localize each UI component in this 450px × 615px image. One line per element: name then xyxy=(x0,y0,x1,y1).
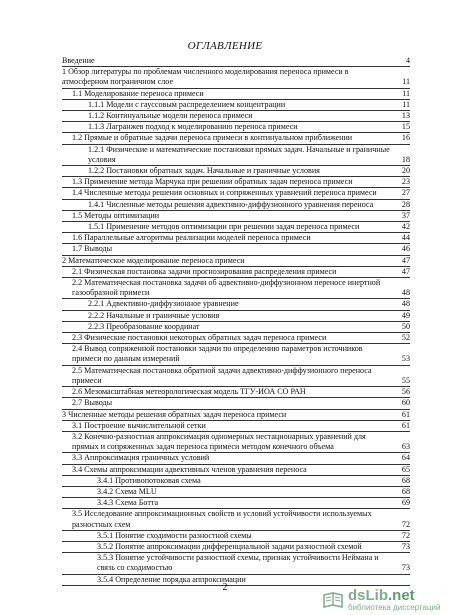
toc-entry-title: 1.2 Прямые и обратные задачи переноса примеси в континуальном приближении xyxy=(72,133,353,143)
toc-entry-page: 16 xyxy=(401,133,410,143)
toc-entry xyxy=(62,487,410,498)
toc-entry-title: 2.2.3 Преобразование координат xyxy=(88,321,200,331)
toc-entry-title: 2.4 Вывод сопряженной постановки задачи по определению параметров источников примеси по данным измерений xyxy=(72,344,363,364)
toc-entry-title: 1.4.1 Численные методы решения адвективно-диффузионного уравнения переноса xyxy=(88,199,374,209)
toc-entry-page: 55 xyxy=(401,375,410,385)
toc-entry-page: 68 xyxy=(401,475,410,485)
watermark-logo xyxy=(322,588,440,612)
toc-entry xyxy=(62,133,410,144)
toc-entry xyxy=(62,267,410,278)
toc-entry-title: 3.4.3 Схема Ботта xyxy=(97,498,159,508)
watermark-subtitle: библиотека диссертаций xyxy=(348,603,441,612)
toc-entry-title: 2.7 Выводы xyxy=(72,398,113,408)
toc-entry-page: 11 xyxy=(402,99,410,109)
toc-entry xyxy=(62,509,410,530)
toc-entry-title: 2.2.1 Адвективно-диффузионное уравнение xyxy=(88,299,239,309)
toc-entry-page: 48 xyxy=(401,288,410,298)
toc-entry-title: 3.5.2 Понятие аппроксимации дифференциальной задачи разностной схемой xyxy=(97,541,362,551)
toc-entry-page: 49 xyxy=(401,310,410,320)
toc-entry-title: 3.5.4 Определение порядка аппроксимации xyxy=(97,574,246,584)
toc-entry-page: 72 xyxy=(401,519,410,529)
toc-entry-page: 69 xyxy=(401,498,410,508)
toc-entry xyxy=(62,344,410,365)
toc-entry xyxy=(62,432,410,453)
toc-entry xyxy=(62,177,410,188)
toc-entry-page: 56 xyxy=(401,387,410,397)
toc-entry-page: 28 xyxy=(401,199,410,209)
toc-entry xyxy=(62,476,410,487)
toc-entry-page: 46 xyxy=(401,244,410,254)
toc-entry-page: 4 xyxy=(405,56,410,65)
toc-entry xyxy=(62,122,410,133)
toc-entry-title: 2.2.2 Начальные и граничные условия xyxy=(88,310,220,320)
toc-entry-page: 37 xyxy=(401,210,410,220)
watermark-brand: dsLib.net xyxy=(348,587,415,604)
toc-entry-title: 2 Математическое моделирование переноса примеси xyxy=(62,255,245,265)
toc-entry xyxy=(62,100,410,111)
toc-entry-title: 2.1 Физическая постановка задачи прогнозирования распределения примеси xyxy=(72,266,337,276)
toc-entry xyxy=(62,453,410,464)
toc-entry-page: 60 xyxy=(401,398,410,408)
toc-entry xyxy=(62,166,410,177)
toc-entry-page: 68 xyxy=(401,486,410,496)
toc-entry-title: 2.2 Математическая постановка задачи об адвективно-диффузионном переносе инертной газообразной примеси xyxy=(72,278,381,298)
toc-entry xyxy=(62,542,410,553)
toc-entry-page: 61 xyxy=(401,420,410,430)
toc-entry-title: 1.1.2 Континуальные модели переноса примеси xyxy=(88,111,253,121)
toc-entry xyxy=(62,233,410,244)
page-number: 2 xyxy=(222,582,228,593)
toc-entry xyxy=(62,322,410,333)
toc-entry-page: 23 xyxy=(401,177,410,187)
toc-entry-page: 73 xyxy=(401,541,410,551)
toc-entry-title: 1 Обзор литературы по проблемам численного моделирования переноса примеси в атмосферном пограничном слое xyxy=(62,67,349,87)
toc-entry xyxy=(62,465,410,476)
toc-entry-page: 13 xyxy=(401,111,410,121)
toc-entry-title: 3.4.2 Схема MLU xyxy=(97,486,157,496)
toc-entry-page: 48 xyxy=(401,299,410,309)
toc-entry-title: 1.1.3 Лагранжев подход к моделированию переноса примеси xyxy=(88,122,298,132)
toc-entry-page: 47 xyxy=(401,255,410,265)
toc-entry xyxy=(62,200,410,211)
toc-entry-page: 61 xyxy=(401,409,410,419)
toc-entry xyxy=(62,188,410,199)
toc-entry-page: 53 xyxy=(401,354,410,364)
toc-entry-page: 64 xyxy=(401,453,410,463)
toc-entry-title: 1.7 Выводы xyxy=(72,244,113,254)
toc-entry xyxy=(62,278,410,299)
toc-entry-title: 3.3 Аппроксимация граничных условий xyxy=(72,453,210,463)
toc-entry xyxy=(62,421,410,432)
toc-entry-title: 1.3 Применение метода Марчука при решении обратных задач переноса примеси xyxy=(72,177,353,187)
toc-entry-page: 18 xyxy=(401,154,410,164)
toc-entry xyxy=(62,311,410,322)
toc-entry xyxy=(62,398,410,409)
toc-entry xyxy=(62,211,410,222)
toc-entry-title: 1.2.2 Постановки обратных задач. Начальные и граничные условия xyxy=(88,166,320,176)
toc-entry xyxy=(62,145,410,166)
toc-entry-title: 3 Численные методы решения обратных задач переноса примеси xyxy=(62,409,287,419)
toc-entry xyxy=(62,67,410,88)
toc-entry xyxy=(62,410,410,421)
toc-entry-title: 3.1 Построение вычислительной сетки xyxy=(72,420,206,430)
toc-entry-title: 3.2 Конечно-разностная аппроксимация одномерных нестационарных уравнений для прямых и сопряженных задач переноса примеси методом конечного объема xyxy=(72,431,366,452)
toc-entry-title: 1.2.1 Физические и математические постановки прямых задач. Начальные и граничные условия xyxy=(88,144,390,164)
toc-entry-page: 15 xyxy=(401,122,410,132)
toc-entry-title: 2.5 Математическая постановка обратной задачи адвективно-диффузионного переноса примеси xyxy=(72,365,372,385)
toc-entry-page: 11 xyxy=(402,77,410,87)
toc-entry-page: 65 xyxy=(401,464,410,474)
toc-entry xyxy=(62,553,410,574)
toc-entry-title: 1.5 Методы оптимизации xyxy=(72,210,160,220)
table-of-contents xyxy=(62,56,410,586)
toc-entry-title: 2.3 Физические постановки некоторых обратных задач переноса примеси xyxy=(72,333,327,343)
book-icon xyxy=(322,591,344,609)
toc-entry xyxy=(62,244,410,255)
toc-entry-title: 3.5.1 Понятие сходимости разностной схемы xyxy=(97,530,252,540)
toc-entry-title: 3.4 Схемы аппроксимации адвективных членов уравнения переноса xyxy=(72,464,307,474)
toc-entry xyxy=(62,498,410,509)
toc-entry-page: 11 xyxy=(402,88,410,98)
toc-entry xyxy=(62,256,410,267)
toc-entry-page: 50 xyxy=(401,321,410,331)
toc-entry xyxy=(62,222,410,233)
toc-entry-page: 27 xyxy=(401,188,410,198)
toc-entry-page: 42 xyxy=(401,222,410,232)
toc-entry-title: 2.6 Мезомасштабная метеорологическая модель ТГУ-ИОА СО РАН xyxy=(72,387,306,397)
toc-entry-page: 73 xyxy=(401,563,410,573)
toc-entry xyxy=(62,366,410,387)
toc-entry-title: 3.5 Исследование аппроксимационных свойств и условий устойчивости используемых разностных схем xyxy=(72,509,372,529)
toc-entry-page: 52 xyxy=(401,333,410,343)
toc-entry-page: 44 xyxy=(401,233,410,243)
toc-entry-title: 1.1 Моделирование переноса примеси xyxy=(72,88,204,98)
toc-entry-title: Введение xyxy=(62,56,95,65)
toc-entry-title: 1.4 Численные методы решения основных и сопряженных уравнений переноса примеси xyxy=(72,188,377,198)
toc-entry xyxy=(62,111,410,122)
toc-entry xyxy=(62,299,410,310)
toc-entry xyxy=(62,531,410,542)
toc-entry-page: 72 xyxy=(401,530,410,540)
toc-entry-title: 1.6 Параллельные алгоритмы реализации моделей переноса примеси xyxy=(72,233,311,243)
toc-entry-title: 1.1.1 Модели с гауссовым распределением концентрации xyxy=(88,99,286,109)
toc-entry-page: 47 xyxy=(401,266,410,276)
toc-entry xyxy=(62,387,410,398)
toc-entry xyxy=(62,56,410,67)
toc-entry-title: 1.5.1 Применение методов оптимизации при решении задач переноса примеси xyxy=(88,222,360,232)
toc-entry xyxy=(62,333,410,344)
toc-entry-title: 3.4.1 Противопотоковая схема xyxy=(97,475,201,485)
toc-entry xyxy=(62,89,410,100)
page-title: ОГЛАВЛЕНИЕ xyxy=(187,40,263,52)
toc-entry-title: 3.5.3 Понятие устойчивости разностной схемы, признак устойчивости Неймана и связь со сходимостью xyxy=(97,553,379,573)
toc-entry-page: 63 xyxy=(401,442,410,452)
toc-entry-page: 20 xyxy=(401,166,410,176)
